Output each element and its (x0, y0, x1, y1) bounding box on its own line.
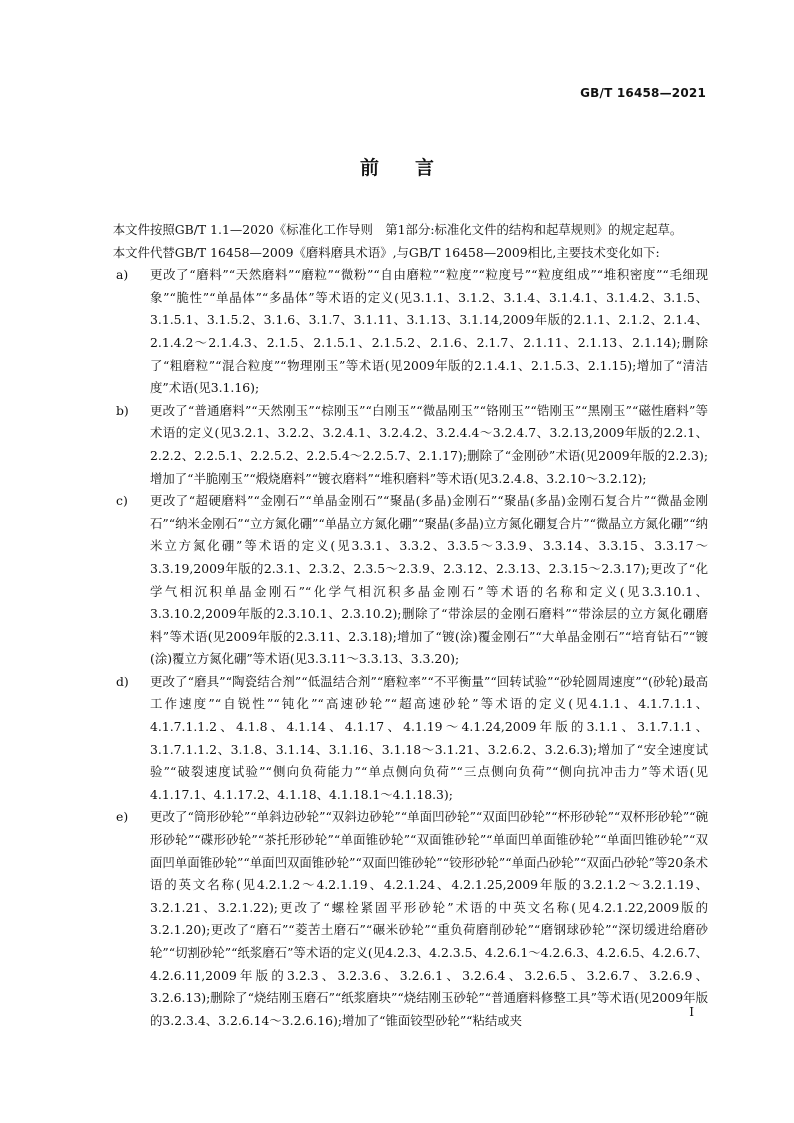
list-item-label: e) (116, 809, 129, 825)
list-item-label: b) (116, 402, 129, 418)
list-item-label: c) (116, 493, 128, 509)
list-item-label: d) (116, 673, 129, 689)
list-item (88, 490, 708, 671)
list-item-text: 更改了“磨具”“陶瓷结合剂”“低温结合剂”“磨粒率”“不平衡量”“回转试验”“砂轮圆周速度”“(砂轮)最高工作速度”“自锐性”“钝化”“高速砂轮”“超高速砂轮”等术语的定义(见4.1.1、4.1.7.1.1、4.1.7.1.1.2、4.1.8、4.1.14、4.1.17、4.1.19～4.1.24,2009年版的3.1.1、3.1.7.1.1、3.1.7.1.1.2、3.1.8、3.1.14、3.1.16、3.1.18～3.1.21、3.2.6.2、3.2.6.3);增加了“安全速度试验”“破裂速度试验”“侧向负荷能力”“单点侧向负荷”“三点侧向负荷”“侧向抗冲击力”等术语(见4.1.17.1、4.1.17.2、4.1.18、4.1.18.1～4.1.18.3); (150, 673, 708, 802)
list-item-label: a) (116, 267, 129, 283)
list-item (88, 400, 708, 490)
list-item (88, 806, 708, 1032)
list-item-text: 更改了“筒形砂轮”“单斜边砂轮”“双斜边砂轮”“单面凹砂轮”“双面凹砂轮”“杯形砂轮”“双杯形砂轮”“碗形砂轮”“碟形砂轮”“茶托形砂轮”“单面锥砂轮”“双面锥砂轮”“单面凹单面锥砂轮”“单面凹锥砂轮”“双面凹单面锥砂轮”“单面凹双面锥砂轮”“双面凹锥砂轮”“铰形砂轮”“单面凸砂轮”“双面凸砂轮”等20条术语的英文名称(见4.2.1.2～4.2.1.19、4.2.1.24、4.2.1.25,2009年版的3.2.1.2～3.2.1.19、3.2.1.21、3.2.1.22);更改了“螺栓紧固平形砂轮”术语的中英文名称(见4.2.1.22,2009版的3.2.1.20);更改了“磨石”“菱苦土磨石”“碾米砂轮”“重负荷磨削砂轮”“磨钢球砂轮”“深切缓进给磨砂轮”“切割砂轮”“纸浆磨石”等术语的定义(见4.2.3、4.2.3.5、4.2.6.1～4.2.6.3、4.2.6.5、4.2.6.7、4.2.6.11,2009年版的3.2.3、3.2.3.6、3.2.6.1、3.2.6.4、3.2.6.5、3.2.6.7、3.2.6.9、3.2.6.13);删除了“烧结刚玉磨石”“纸浆磨块”“烧结刚玉砂轮”“普通磨料修整工具”等术语(见2009年版的3.2.3.4、3.2.6.14～3.2.6.16);增加了“锥面铰型砂轮”“粘结或夹 (150, 809, 708, 1028)
list-item (88, 264, 708, 400)
page-title: 前言 (359, 157, 470, 179)
list-item-text: 更改了“磨料”“天然磨料”“磨粒”“微粉”“自由磨粒”“粒度”“粒度号”“粒度组成”“堆积密度”“毛细现象”“脆性”“单晶体”“多晶体”等术语的定义(见3.1.1、3.1.2、3.1.4、3.1.4.1、3.1.4.2、3.1.5、3.1.5.1、3.1.5.2、3.1.6、3.1.7、3.1.11、3.1.13、3.1.14,2009年版的2.1.1、2.1.2、2.1.4、2.1.4.2～2.1.4.3、2.1.5、2.1.5.1、2.1.5.2、2.1.6、2.1.7、2.1.11、2.1.13、2.1.14);删除了“粗磨粒”“混合粒度”“物理刚玉”等术语(见2009年版的2.1.4.1、2.1.5.3、2.1.15);增加了“清洁度”术语(见3.1.16); (150, 267, 708, 396)
paragraph-drafting-basis: 本文件按照GB/T 1.1—2020《标准化工作导则 第1部分:标准化文件的结构和起草规则》的规定起草。 (112, 222, 683, 237)
foreword-body (88, 219, 708, 1032)
list-item-text: 更改了“超硬磨料”“金刚石”“单晶金刚石”“聚晶(多晶)金刚石”“聚晶(多晶)金刚石复合片”“微晶金刚石”“纳米金刚石”“立方氮化硼”“单晶立方氮化硼”“聚晶(多晶)立方氮化硼复合片”“微晶立方氮化硼”“纳米立方氮化硼”等术语的定义(见3.3.1、3.3.2、3.3.5～3.3.9、3.3.14、3.3.15、3.3.17～3.3.19,2009年版的2.3.1、2.3.2、2.3.5～2.3.9、2.3.12、2.3.13、2.3.15～2.3.17);更改了“化学气相沉积单晶金刚石”“化学气相沉积多晶金刚石”等术语的名称和定义(见3.3.10.1、3.3.10.2,2009年版的2.3.10.1、2.3.10.2);删除了“带涂层的金刚石磨料”“带涂层的立方氮化硼磨料”等术语(见2009年版的2.3.11、2.3.18);增加了“镀(涂)覆金刚石”“大单晶金刚石”“培育钻石”“镀(涂)覆立方氮化硼”等术语(见3.3.11～3.3.13、3.3.20); (150, 493, 708, 667)
list-item-text: 更改了“普通磨料”“天然刚玉”“棕刚玉”“白刚玉”“微晶刚玉”“铬刚玉”“锆刚玉”“黑刚玉”“磁性磨料”等术语的定义(见3.2.1、3.2.2、3.2.4.1、3.2.4.2、3.2.4.4～3.2.4.7、3.2.13,2009年版的2.2.1、2.2.2、2.2.5.1、2.2.5.2、2.2.5.4～2.2.5.7、2.1.17);删除了“金刚砂”术语(见2009年版的2.2.3);增加了“半脆刚玉”“煅烧磨料”“镀衣磨料”“堆积磨料”等术语(见3.2.4.8、3.2.10～3.2.12); (150, 402, 708, 486)
paragraph-replacement-statement: 本文件代替GB/T 16458—2009《磨料磨具术语》,与GB/T 16458—2009相比,主要技术变化如下: (112, 244, 660, 260)
page-number: I (689, 1005, 694, 1019)
standard-number: GB/T 16458—2021 (580, 86, 706, 100)
list-item (88, 671, 708, 807)
